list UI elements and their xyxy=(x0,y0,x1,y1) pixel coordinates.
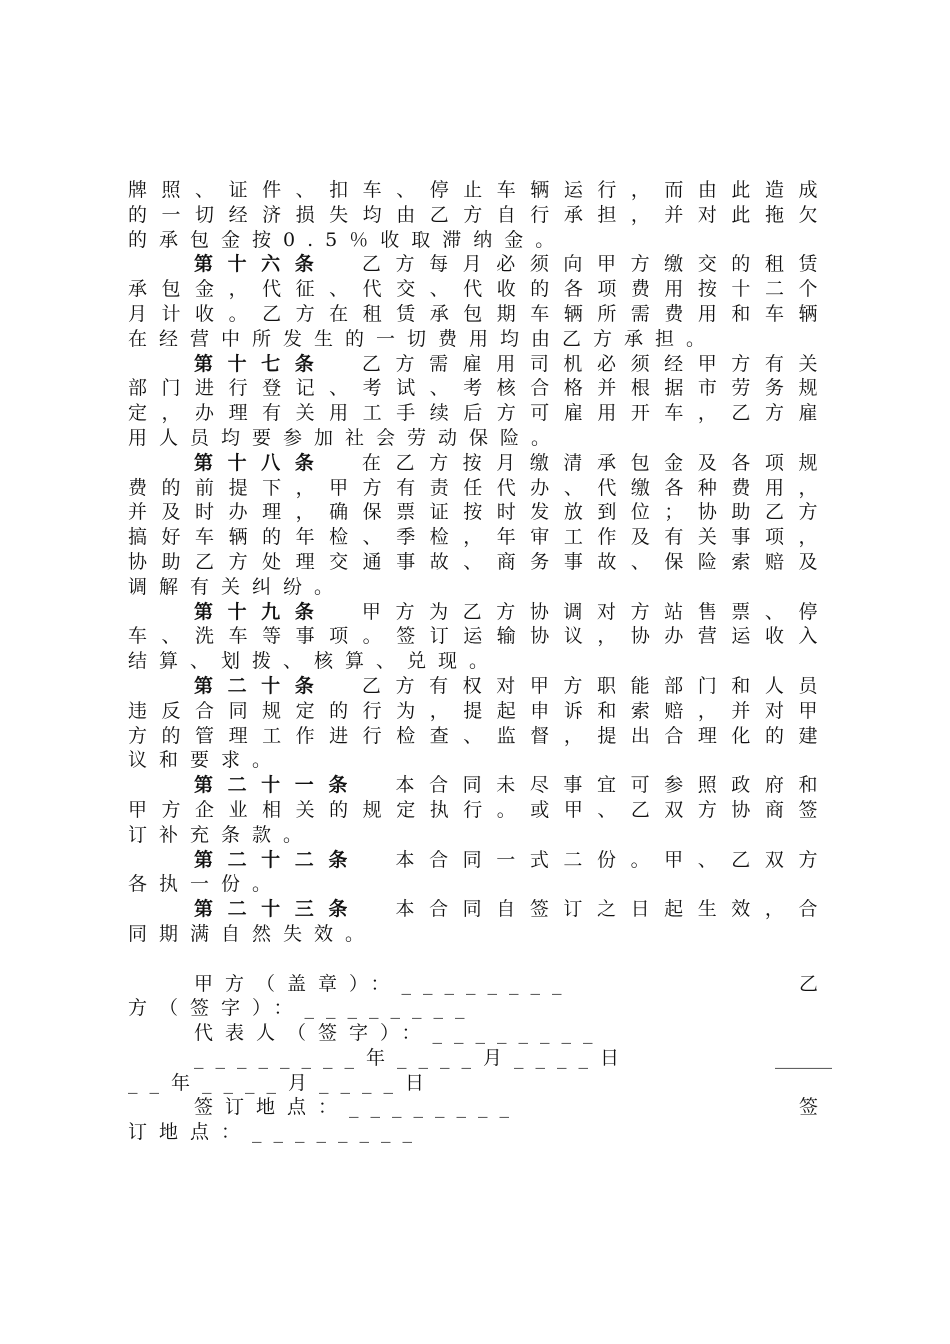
date-a: ________年____月____日 xyxy=(194,1046,632,1069)
article-title: 第十七条 xyxy=(194,352,329,375)
article-text-line: 月计收。乙方在租赁承包期车辆所需费用和车辆 xyxy=(128,302,818,325)
article-first-line xyxy=(128,674,818,699)
article-title: 第二十三条 xyxy=(194,898,362,921)
article-last-line: 用人员均要参加社会劳动保险。 xyxy=(128,426,563,449)
party-a-seal-row xyxy=(128,972,818,997)
article-first-line xyxy=(128,252,818,277)
article-title: 第二十条 xyxy=(194,674,329,697)
place-b-row xyxy=(128,1120,818,1145)
article-last-line: 订补充条款。 xyxy=(128,823,315,846)
place-row xyxy=(128,1095,818,1120)
article-text: 本合同一式二份。甲、乙双方 xyxy=(395,848,818,871)
article-text-line: 车、洗车等事项。签订运输协议，协办营运收入 xyxy=(128,625,818,648)
article-last-line: 各执一份。 xyxy=(128,873,284,896)
date-b-head: ______ xyxy=(775,1046,832,1069)
article-text-line: 费的前提下，甲方有责任代办、代缴各种费用， xyxy=(128,476,818,499)
article-title: 第十六条 xyxy=(194,253,329,276)
article-title: 第十九条 xyxy=(194,600,329,623)
article-text-line: 并及时办理，确保票证按时发放到位；协助乙方 xyxy=(128,501,818,524)
article-last-line: 调解有关纠纷。 xyxy=(128,575,346,598)
article-text-line: 方的管理工作进行检查、监督，提出合理化的建 xyxy=(128,724,818,747)
party-b-sign: 方（签字）：________ xyxy=(128,997,477,1020)
article-first-line xyxy=(128,352,818,377)
article-text-line: 甲方企业相关的规定执行。或甲、乙双方协商签 xyxy=(128,798,818,821)
article-text-line: 承包金，代征、代交、代收的各项费用按十二个 xyxy=(128,278,818,301)
contract-body xyxy=(128,178,832,1145)
place-b-head: 签 xyxy=(798,1096,818,1119)
article-first-line xyxy=(128,600,818,625)
article-text-line: 协助乙方处理交通事故、商务事故、保险索赔及 xyxy=(128,550,818,573)
article-title: 第二十二条 xyxy=(194,848,362,871)
article-text-line: 部门进行登记、考试、考核合格并根据市劳务规 xyxy=(128,377,818,400)
date-b: __年____月____日 xyxy=(128,1071,437,1094)
party-b-head: 乙 xyxy=(798,972,818,995)
article-title: 第二十一条 xyxy=(194,774,362,797)
article-text: 本合同自签订之日起生效，合 xyxy=(395,898,818,921)
party-b-sign-row xyxy=(128,996,818,1021)
article-first-line xyxy=(128,848,818,873)
date-row xyxy=(128,1046,832,1071)
article-text-line: 定，办理有关用工手续后方可雇用开车，乙方雇 xyxy=(128,402,818,425)
article-first-line xyxy=(128,451,818,476)
article-text: 乙方有权对甲方职能部门和人员 xyxy=(361,674,818,697)
article-text: 甲方为乙方协调对方站售票、停 xyxy=(361,600,818,623)
text-line: 的一切经济损失均由乙方自行承担，并对此拖欠 xyxy=(128,203,818,226)
place-b: 订地点：________ xyxy=(128,1121,425,1144)
article-first-line xyxy=(128,897,818,922)
article-text-line: 违反合同规定的行为，提起申诉和索赔，并对甲 xyxy=(128,699,818,722)
text-line: 的承包金按0.5％收取滞纳金。 xyxy=(128,228,567,251)
article-last-line: 在经营中所发生的一切费用均由乙方承担。 xyxy=(128,327,718,350)
representative-row xyxy=(128,1021,818,1046)
article-text: 在乙方按月缴清承包金及各项规 xyxy=(361,451,818,474)
article-last-line: 结算、划拨、核算、兑现。 xyxy=(128,650,501,673)
article-text: 乙方每月必须向甲方缴交的租赁 xyxy=(361,253,818,276)
article-first-line xyxy=(128,773,818,798)
party-a-seal: 甲方（盖章）：________ xyxy=(194,972,574,995)
text-line: 牌照、证件、扣车、停止车辆运行，而由此造成 xyxy=(128,179,818,201)
article-text: 乙方需雇用司机必须经甲方有关 xyxy=(361,352,818,375)
article-text: 本合同未尽事宜可参照政府和 xyxy=(395,774,818,797)
representative-sign: 代表人（签字）：________ xyxy=(194,1022,605,1045)
articles-section xyxy=(128,252,818,946)
article-last-line: 议和要求。 xyxy=(128,749,284,772)
date-b-row xyxy=(128,1071,818,1096)
article-text-line: 搞好车辆的年检、季检，年审工作及有关事项， xyxy=(128,526,818,549)
place-a: 签订地点：________ xyxy=(194,1096,522,1119)
article-last-line: 同期满自然失效。 xyxy=(128,922,377,945)
article-title: 第十八条 xyxy=(194,451,329,474)
